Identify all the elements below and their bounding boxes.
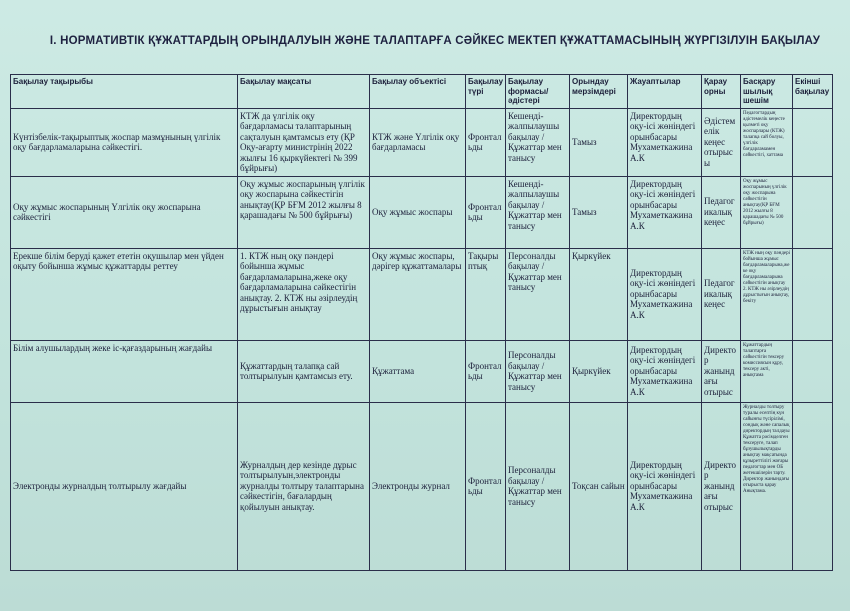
cell-goal: Құжаттардың талапқа сай толтырылуын қамтамсыз ету.: [238, 340, 370, 402]
table-header-row: [11, 75, 833, 109]
cell-review: Директор жанындағы отырыс: [702, 340, 741, 402]
header-review: Қарау орны: [702, 75, 741, 109]
cell-deadline: Тамыз: [570, 108, 628, 176]
header-deadline: Орындау мерзімдері: [570, 75, 628, 109]
cell-method: Персоналды бақылау / Құжаттар мен танысу: [506, 248, 570, 340]
cell-decision: Оқу жұмыс жоспарының үлгілік оқу жоспарына сәйкестігін анықтау(ҚР БҒМ 2012 жылғы 8 қарашадағы № 500 бұйрығы): [741, 176, 793, 248]
header-topic: Бақылау тақырыбы: [11, 75, 238, 109]
cell-second: [793, 402, 833, 570]
cell-type: Тақырыптық: [466, 248, 506, 340]
header-goal: Бақылау мақсаты: [238, 75, 370, 109]
cell-object: Оқу жұмыс жоспары, дәрігер құжаттамалары: [370, 248, 466, 340]
cell-responsible: Директордың оқу-ісі жөніндегі орынбасары Мухаметкажина А.К: [628, 176, 702, 248]
cell-object: Құжаттама: [370, 340, 466, 402]
cell-deadline: Тамыз: [570, 176, 628, 248]
cell-topic: Күнтізбелік-тақырыптық жоспар мазмұнының үлгілік оқу бағдарламаларына сәйкестігі.: [11, 108, 238, 176]
cell-review: Педагогикалық кеңес: [702, 176, 741, 248]
cell-review: Директор жанындағы отырыс: [702, 402, 741, 570]
cell-topic: Оқу жұмыс жоспарының Үлгілік оқу жоспарына сәйкестігі: [11, 176, 238, 248]
cell-goal: Журналдың дер кезінде дұрыс толтырылуын,электронды журналды толтыру талаптарына сәйкестігін, бағалардың қойылуын анықтау.: [238, 402, 370, 570]
cell-type: Фронтальды: [466, 176, 506, 248]
cell-second: [793, 108, 833, 176]
cell-second: [793, 248, 833, 340]
cell-responsible: Директордың оқу-ісі жөніндегі орынбасары Мухаметкажина А.К: [628, 108, 702, 176]
cell-method: Кешенді-жалпылаушы бақылау / Құжаттар мен танысу: [506, 176, 570, 248]
cell-responsible: Директордың оқу-ісі жөніндегі орынбасары Мухаметкажина А.К: [628, 248, 702, 340]
table-row: [11, 248, 833, 340]
cell-object: КТЖ және Үлгілік оқу бағдарламасы: [370, 108, 466, 176]
cell-second: [793, 176, 833, 248]
cell-review: Әдістемелік кеңес отырысы: [702, 108, 741, 176]
cell-topic: Ерекше білім беруді қажет ететін оқушылар мен үйден оқыту бойынша жұмыс құжаттарды реттеу: [11, 248, 238, 340]
cell-responsible: Директордың оқу-ісі жөніндегі орынбасары Мухаметкажина А.К: [628, 340, 702, 402]
header-method: Бақылау формасы/ әдістері: [506, 75, 570, 109]
cell-method: Персоналды бақылау / Құжаттар мен танысу: [506, 340, 570, 402]
cell-deadline: Қыркүйек: [570, 248, 628, 340]
cell-decision: Құжаттардың талаптарға сәйкестігін тексеру комиссиясын құру, тексеру акті, анықтама: [741, 340, 793, 402]
page-title: I. НОРМАТИВТІК ҚҰЖАТТАРДЫҢ ОРЫНДАЛУЫН ЖӘНЕ ТАЛАПТАРҒА СӘЙКЕС МЕКТЕП ҚҰЖАТТАМАСЫНЫҢ ЖҮРГІЗІЛУІН БАҚЫЛАУ: [49, 35, 821, 47]
cell-goal: 1. КТЖ ның оқу пәндері бойынша жұмыс бағдарламаларына,жеке оқу бағдарламаларына сәйкестігін анықтау. 2. КТЖ ны әзірлеудің дұрыстығын анықтау: [238, 248, 370, 340]
header-type: Бақылау түрі: [466, 75, 506, 109]
cell-method: Кешенді-жалпылаушы бақылау / Құжаттар мен танысу: [506, 108, 570, 176]
cell-goal: Оқу жұмыс жоспарының үлгілік оқу жоспарына сәйкестігін анықтау(ҚР БҒМ 2012 жылғы 8 қарашадағы № 500 бұйрығы): [238, 176, 370, 248]
header-second: Екінші бақылау: [793, 75, 833, 109]
control-table: [10, 74, 833, 571]
cell-deadline: Тоқсан сайын: [570, 402, 628, 570]
table-row: [11, 402, 833, 570]
header-responsible: Жауаптылар: [628, 75, 702, 109]
cell-object: Электронды журнал: [370, 402, 466, 570]
cell-decision: Педагогтардың әдістемелік кеңесте қызметі оқу жоспарлары (КТЖ) талапқа сай болуы, үлгілік бағдарламамен сәйкестігі, хаттама: [741, 108, 793, 176]
cell-second: [793, 340, 833, 402]
table-row: [11, 176, 833, 248]
cell-decision: КТЖ ның оқу пәндері бойынша жұмыс бағдарламаларына,жеке оқу бағдарламаларына сәйкестігін анықтау 2. КТЖ ны әзірлеудің дұрыстығын анықтау, бекіту: [741, 248, 793, 340]
table-row: [11, 340, 833, 402]
cell-method: Персоналды бақылау / Құжаттар мен танысу: [506, 402, 570, 570]
cell-decision: Журналды толтыру туралы есептің күн сайынғы түсірілімі, сондық және сапалық директордың талдауы Құжатта рәсімделген тексеруге, талап бұзушылықтарды анықтау мақсатында құзыреттілігі жоғары педагогтар мен ОБ жетекшілерін тарту. Директор жанындағы отырыста қарау Анықтама.: [741, 402, 793, 570]
cell-topic: Электронды журналдың толтырылу жағдайы: [11, 402, 238, 570]
cell-goal: КТЖ да үлгілік оқу бағдарламасы талаптарының сақталуын қамтамсыз ету (ҚР Оқу-ағарту министрінің 2022 жылғы 16 қыркүйектегі № 399 бұйрығы): [238, 108, 370, 176]
header-object: Бақылау объектісі: [370, 75, 466, 109]
header-decision: Басқару шылық шешім: [741, 75, 793, 109]
cell-deadline: Қыркүйек: [570, 340, 628, 402]
cell-type: Фронтальды: [466, 108, 506, 176]
cell-type: Фронтальды: [466, 340, 506, 402]
cell-topic: Білім алушылардың жеке іс-қағаздарының жағдайы: [11, 340, 238, 402]
cell-type: Фронтальды: [466, 402, 506, 570]
cell-review: Педагогикалық кеңес: [702, 248, 741, 340]
cell-responsible: Директордың оқу-ісі жөніндегі орынбасары Мухаметкажина А.К: [628, 402, 702, 570]
table-row: [11, 108, 833, 176]
cell-object: Оқу жұмыс жоспары: [370, 176, 466, 248]
